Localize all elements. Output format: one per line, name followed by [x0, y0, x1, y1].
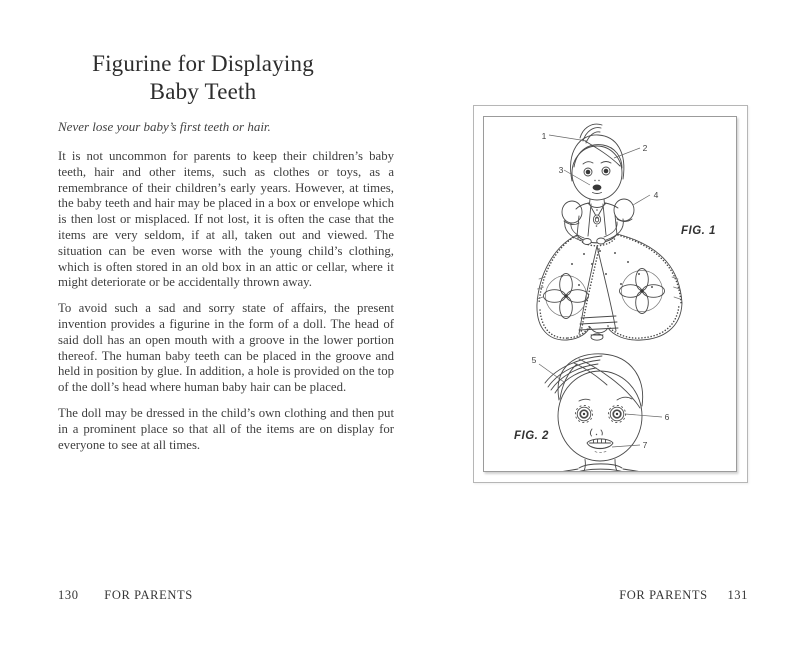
body-paragraph: It is not uncommon for parents to keep their children’s baby teeth, hair and other items, such as clothes or toys, as a remembrance of their children’s early years. However, at times, the baby teeth and hair may be placed in a box or envelope which is then lost or misplaced. If not lost, it is often the case that the items are very seldom, if at all, taken out and viewed. The situation can be even worse with the young child’s clothing, which is often stored in an old box in an attic or cellar, where it might deteriorate or be accidentally thrown away. [58, 149, 394, 290]
page-number: 130 [58, 588, 79, 602]
patent-figure-illustration [484, 117, 736, 471]
fig1-callout-1: 1 [541, 131, 547, 141]
right-page-footer [619, 588, 748, 603]
body-paragraph: To avoid such a sad and sorry state of affairs, the present invention provides a figurine in the form of a doll. The head of said doll has an open mouth with a groove in the lower portion thereof. The human baby teeth can be placed in the groove and held in position by glue. In addition, a hole is provided on the top of the doll’s head where human baby hair can be placed. [58, 301, 394, 395]
title-line-1: Figurine for Displaying [92, 51, 314, 76]
running-head: FOR PARENTS [619, 588, 708, 602]
fig1-callout-2: 2 [642, 143, 648, 153]
fig1-caption: FIG. 1 [681, 225, 716, 237]
fig2-callout-7: 7 [642, 440, 648, 450]
fig2-head-drawing [545, 354, 652, 471]
fig2-callout-6: 6 [664, 412, 670, 422]
fig1-callout-4: 4 [653, 190, 659, 200]
figure-panel-inner [483, 116, 737, 472]
figure-panel [473, 105, 748, 483]
page-number: 131 [727, 588, 748, 602]
fig2-callout-5: 5 [531, 355, 537, 365]
text-column [58, 50, 394, 463]
running-head: FOR PARENTS [104, 588, 193, 602]
left-page-footer [58, 588, 193, 603]
page-title [35, 50, 371, 106]
body-paragraph: The doll may be dressed in the child’s own clothing and then put in a prominent place so that all of the items are on display for everyone to see at all times. [58, 405, 394, 452]
fig1-callout-3: 3 [558, 165, 564, 175]
fig1-doll-drawing [537, 124, 682, 340]
title-line-2: Baby Teeth [149, 79, 257, 104]
fig2-caption: FIG. 2 [514, 430, 549, 442]
tagline: Never lose your baby’s first teeth or hair. [58, 119, 271, 134]
